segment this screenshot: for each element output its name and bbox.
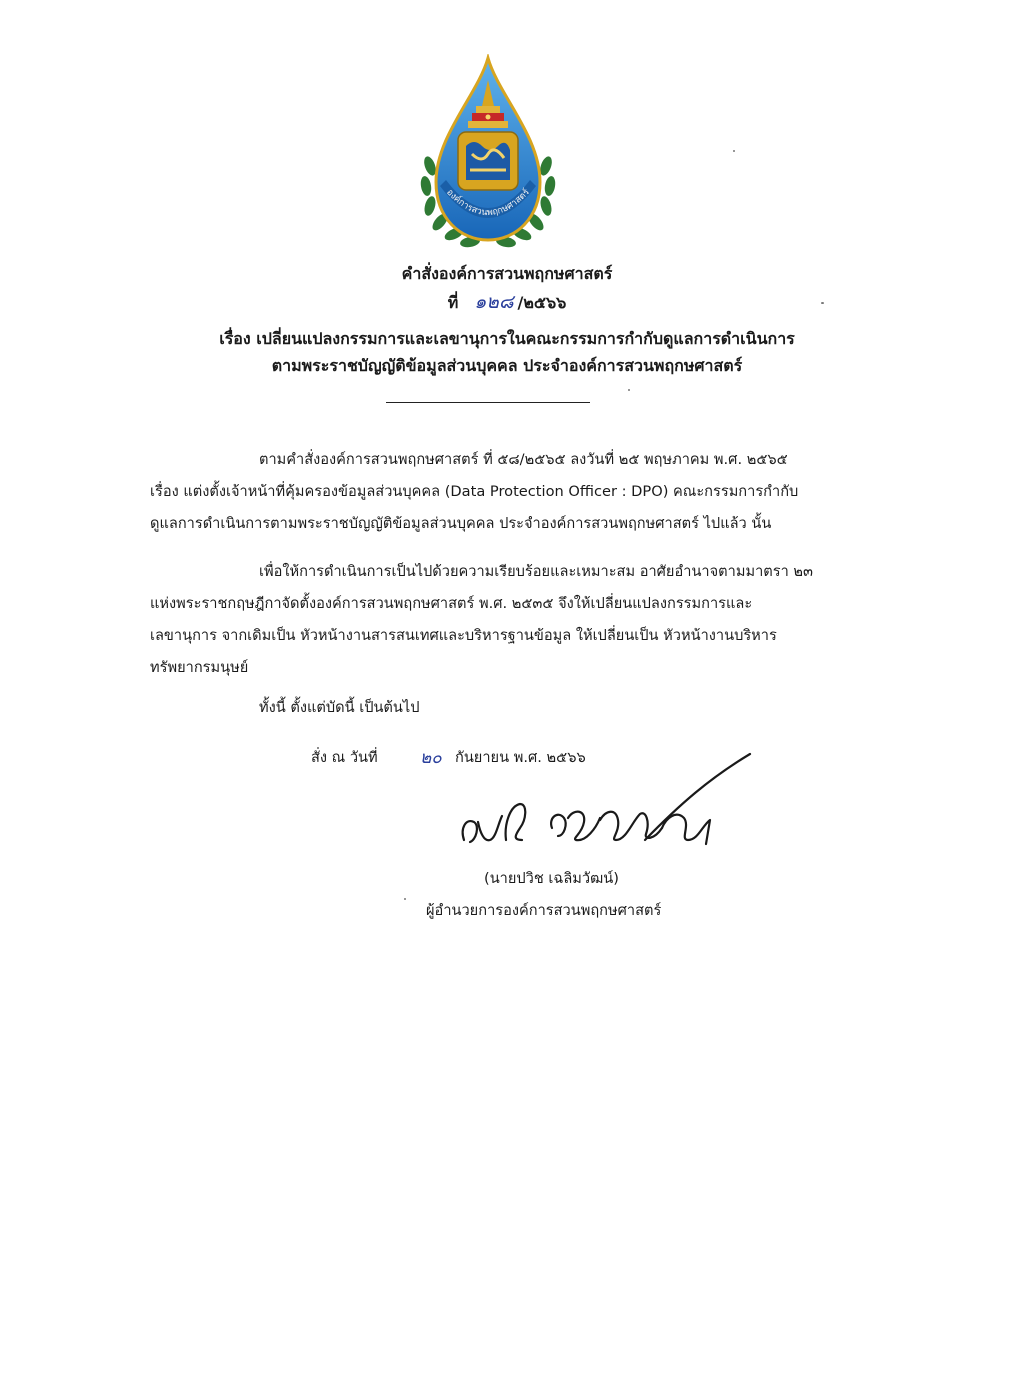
scan-speck bbox=[628, 389, 630, 391]
paragraph-2-line-1: เพื่อให้การดำเนินการเป็นไปด้วยความเรียบร้อยและเหมาะสม อาศัยอำนาจตามมาตรา ๒๓ bbox=[259, 563, 814, 580]
subject-line-1: เรื่อง เปลี่ยนแปลงกรรมการและเลขานุการในคณะกรรมการกำกับดูแลการดำเนินการ bbox=[219, 329, 795, 348]
order-number bbox=[0, 291, 1014, 314]
paragraph-3: ทั้งนี้ ตั้งแต่บัดนี้ เป็นต้นไป bbox=[259, 699, 420, 716]
scan-speck bbox=[404, 898, 406, 900]
header-divider bbox=[386, 402, 590, 403]
order-number-handwritten: ๑๒๘ bbox=[474, 291, 514, 313]
paragraph-1-line-2: เรื่อง แต่งตั้งเจ้าหน้าที่คุ้มครองข้อมูลส่วนบุคคล (Data Protection Officer : DPO) คณะกรรมการกำกับ bbox=[150, 483, 799, 500]
logo-ribbon-text: องค์การสวนพฤกษศาสตร์ bbox=[444, 187, 532, 219]
scan-speck bbox=[821, 302, 824, 304]
subject-line-2: ตามพระราชบัญญัติข้อมูลส่วนบุคคล ประจำองค์การสวนพฤกษศาสตร์ bbox=[271, 356, 743, 375]
scan-speck bbox=[733, 150, 735, 152]
issued-month-year: กันยายน พ.ศ. ๒๕๖๖ bbox=[455, 749, 586, 766]
paragraph-2-line-2: แห่งพระราชกฤษฎีกาจัดตั้งองค์การสวนพฤกษศาสตร์ พ.ศ. ๒๕๓๕ จึงให้เปลี่ยนแปลงกรรมการและ bbox=[150, 595, 753, 612]
paragraph-2-line-3: เลขานุการ จากเดิมเป็น หัวหน้างานสารสนเทศและบริหารฐานข้อมูล ให้เปลี่ยนเป็น หัวหน้างานบริหาร bbox=[150, 627, 777, 644]
order-number-suffix: /๒๕๖๖ bbox=[517, 293, 567, 312]
paragraph-2-line-4: ทรัพยากรมนุษย์ bbox=[150, 659, 249, 676]
monogram-emblem bbox=[458, 132, 518, 190]
issued-date-prefix: สั่ง ณ วันที่ bbox=[311, 749, 378, 766]
paragraph-1-line-1: ตามคำสั่งองค์การสวนพฤกษศาสตร์ ที่ ๕๘/๒๕๖๕ ลงวันที่ ๒๕ พฤษภาคม พ.ศ. ๒๕๖๕ bbox=[259, 451, 788, 468]
handwritten-signature bbox=[440, 748, 770, 868]
organization-logo bbox=[412, 54, 564, 252]
issued-day-handwritten: ๒๐ bbox=[420, 748, 442, 768]
paragraph-1-line-3: ดูแลการดำเนินการตามพระราชบัญญัติข้อมูลส่วนบุคคล ประจำองค์การสวนพฤกษศาสตร์ ไปแล้ว นั้น bbox=[150, 515, 772, 532]
order-title: คำสั่งองค์การสวนพฤกษศาสตร์ bbox=[401, 264, 613, 283]
order-number-prefix: ที่ bbox=[447, 293, 459, 312]
signer-title: ผู้อำนวยการองค์การสวนพฤกษศาสตร์ bbox=[426, 902, 662, 919]
signer-name: (นายปวิช เฉลิมวัฒน์) bbox=[484, 870, 619, 887]
